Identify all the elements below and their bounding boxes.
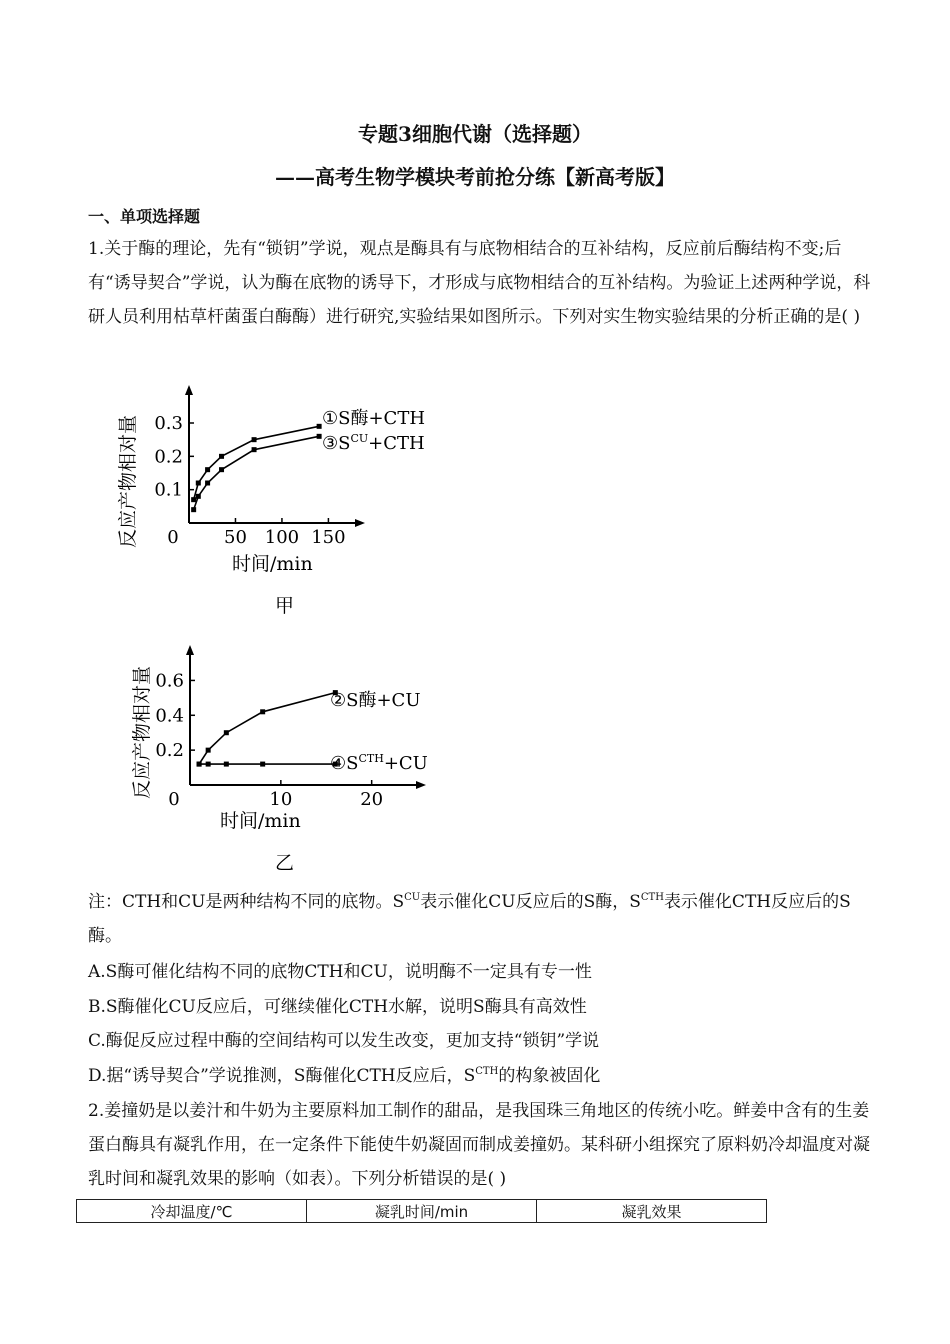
data-point bbox=[224, 730, 229, 735]
series-line bbox=[199, 693, 335, 764]
data-point bbox=[206, 748, 211, 753]
x-tick-label: 0 bbox=[167, 527, 179, 548]
option-d-text: D.据“诱导契合”学说推测，S酶催化CTH反应后，S bbox=[88, 1066, 476, 1086]
figure-jia bbox=[117, 380, 460, 620]
data-point bbox=[205, 467, 210, 472]
figure-jia-axes bbox=[154, 385, 425, 548]
data-point bbox=[191, 507, 196, 512]
data-point bbox=[224, 762, 229, 767]
option-d-text-end: 的构象被固化 bbox=[498, 1066, 601, 1086]
series-label: ②S酶+CU bbox=[330, 690, 421, 711]
x-tick-label: 150 bbox=[311, 527, 346, 548]
question-1-stem: 1.关于酶的理论，先有“锁钥”学说，观点是酶具有与底物相结合的互补结构，反应前后酶结构不变;后有“诱导契合”学说，认为酶在底物的诱导下，才形成与底物相结合的互补结构。为验证上述两种学说，科研人员利用枯草杆菌蛋白酶酶）进行研究,实验结果如图所示。下列对实生物实验结果的分析正确的是( ) bbox=[88, 239, 871, 327]
page-title: 专题3细胞代谢（选择题） bbox=[358, 122, 592, 146]
option-d-sup: CTH bbox=[475, 1066, 499, 1077]
figure-jia-ylabel: 反应产物相对量 bbox=[117, 414, 139, 548]
y-tick-label: 0.2 bbox=[155, 740, 184, 762]
table-header-temperature: 冷却温度/℃ bbox=[77, 1200, 307, 1223]
data-point bbox=[219, 454, 224, 459]
data-table bbox=[76, 1199, 767, 1223]
data-point bbox=[317, 424, 322, 429]
table-header-time: 凝乳时间/min bbox=[307, 1200, 537, 1223]
table-header-effect: 凝乳效果 bbox=[537, 1200, 767, 1223]
note-sup-cu: CU bbox=[404, 892, 421, 903]
x-tick-label: 50 bbox=[224, 527, 247, 548]
figure-yi-axes bbox=[155, 645, 428, 810]
data-point bbox=[196, 481, 201, 486]
option-c[interactable]: C.酶促反应过程中酶的空间结构可以发生改变，更加支持“锁钥”学说 bbox=[88, 1031, 600, 1051]
y-tick-label: 0.2 bbox=[154, 446, 183, 468]
section-heading: 一、单项选择题 bbox=[88, 207, 201, 226]
note-text-1: 注：CTH和CU是两种结构不同的底物。S bbox=[88, 892, 405, 912]
table-header-row bbox=[77, 1200, 767, 1223]
data-point bbox=[260, 762, 265, 767]
figure-yi bbox=[120, 637, 460, 877]
option-d[interactable] bbox=[88, 1059, 600, 1093]
y-tick-label: 0.4 bbox=[155, 705, 184, 727]
y-axis-arrow bbox=[185, 385, 193, 395]
y-tick-label: 0.1 bbox=[154, 479, 183, 501]
series-label: ①S酶+CTH bbox=[322, 408, 426, 429]
note-sup-cth: CTH bbox=[640, 892, 664, 903]
x-tick-label: 0 bbox=[168, 789, 180, 810]
option-a[interactable]: A.S酶可催化结构不同的底物CTH和CU，说明酶不一定具有专一性 bbox=[88, 962, 592, 982]
data-point bbox=[252, 437, 257, 442]
question-1-note bbox=[88, 885, 878, 953]
series-label: $③S^{CU}+CTH$ bbox=[322, 432, 425, 454]
figure-yi-xlabel: 时间/min bbox=[220, 810, 301, 832]
data-point bbox=[205, 481, 210, 486]
data-point bbox=[191, 497, 196, 502]
y-tick-label: 0.3 bbox=[154, 413, 183, 434]
figure-yi-ylabel: 反应产物相对量 bbox=[131, 665, 153, 799]
note-text-2: 表示催化CU反应后的S酶，S bbox=[420, 892, 641, 912]
data-point bbox=[260, 709, 265, 714]
data-point bbox=[197, 762, 202, 767]
page-subtitle: ——高考生物学模块考前抢分练【新高考版】 bbox=[275, 165, 675, 189]
figure-yi-caption: 乙 bbox=[275, 852, 295, 874]
x-tick-label: 100 bbox=[264, 527, 300, 548]
figure-jia-xlabel: 时间/min bbox=[232, 553, 313, 575]
figure-jia-caption: 甲 bbox=[275, 595, 295, 617]
data-point bbox=[219, 467, 224, 472]
x-axis-arrow bbox=[416, 781, 426, 789]
question-2-stem: 2.姜撞奶是以姜汁和牛奶为主要原料加工制作的甜品，是我国珠三角地区的传统小吃。鲜姜中含有的生姜蛋白酶具有凝乳作用，在一定条件下能使牛奶凝固而制成姜撞奶。某科研小组探究了原料奶冷却温度对凝乳时间和凝乳效果的影响（如表）。下列分析错误的是( ) bbox=[88, 1101, 870, 1189]
series-label: $④S^{CTH}+CU$ bbox=[330, 752, 428, 774]
note-text-3: 表示催化CTH反应后的S酶。 bbox=[88, 892, 851, 946]
option-b[interactable]: B.S酶催化CU反应后，可继续催化CTH水解，说明S酶具有高效性 bbox=[88, 997, 587, 1017]
data-point bbox=[206, 762, 211, 767]
data-point bbox=[196, 494, 201, 499]
x-tick-label: 20 bbox=[360, 789, 384, 810]
y-tick-label: 0.6 bbox=[155, 670, 184, 692]
data-point bbox=[252, 447, 257, 452]
x-tick-label: 10 bbox=[269, 789, 293, 810]
y-axis-arrow bbox=[186, 645, 194, 655]
x-axis-arrow bbox=[355, 519, 365, 527]
data-point bbox=[317, 434, 322, 439]
